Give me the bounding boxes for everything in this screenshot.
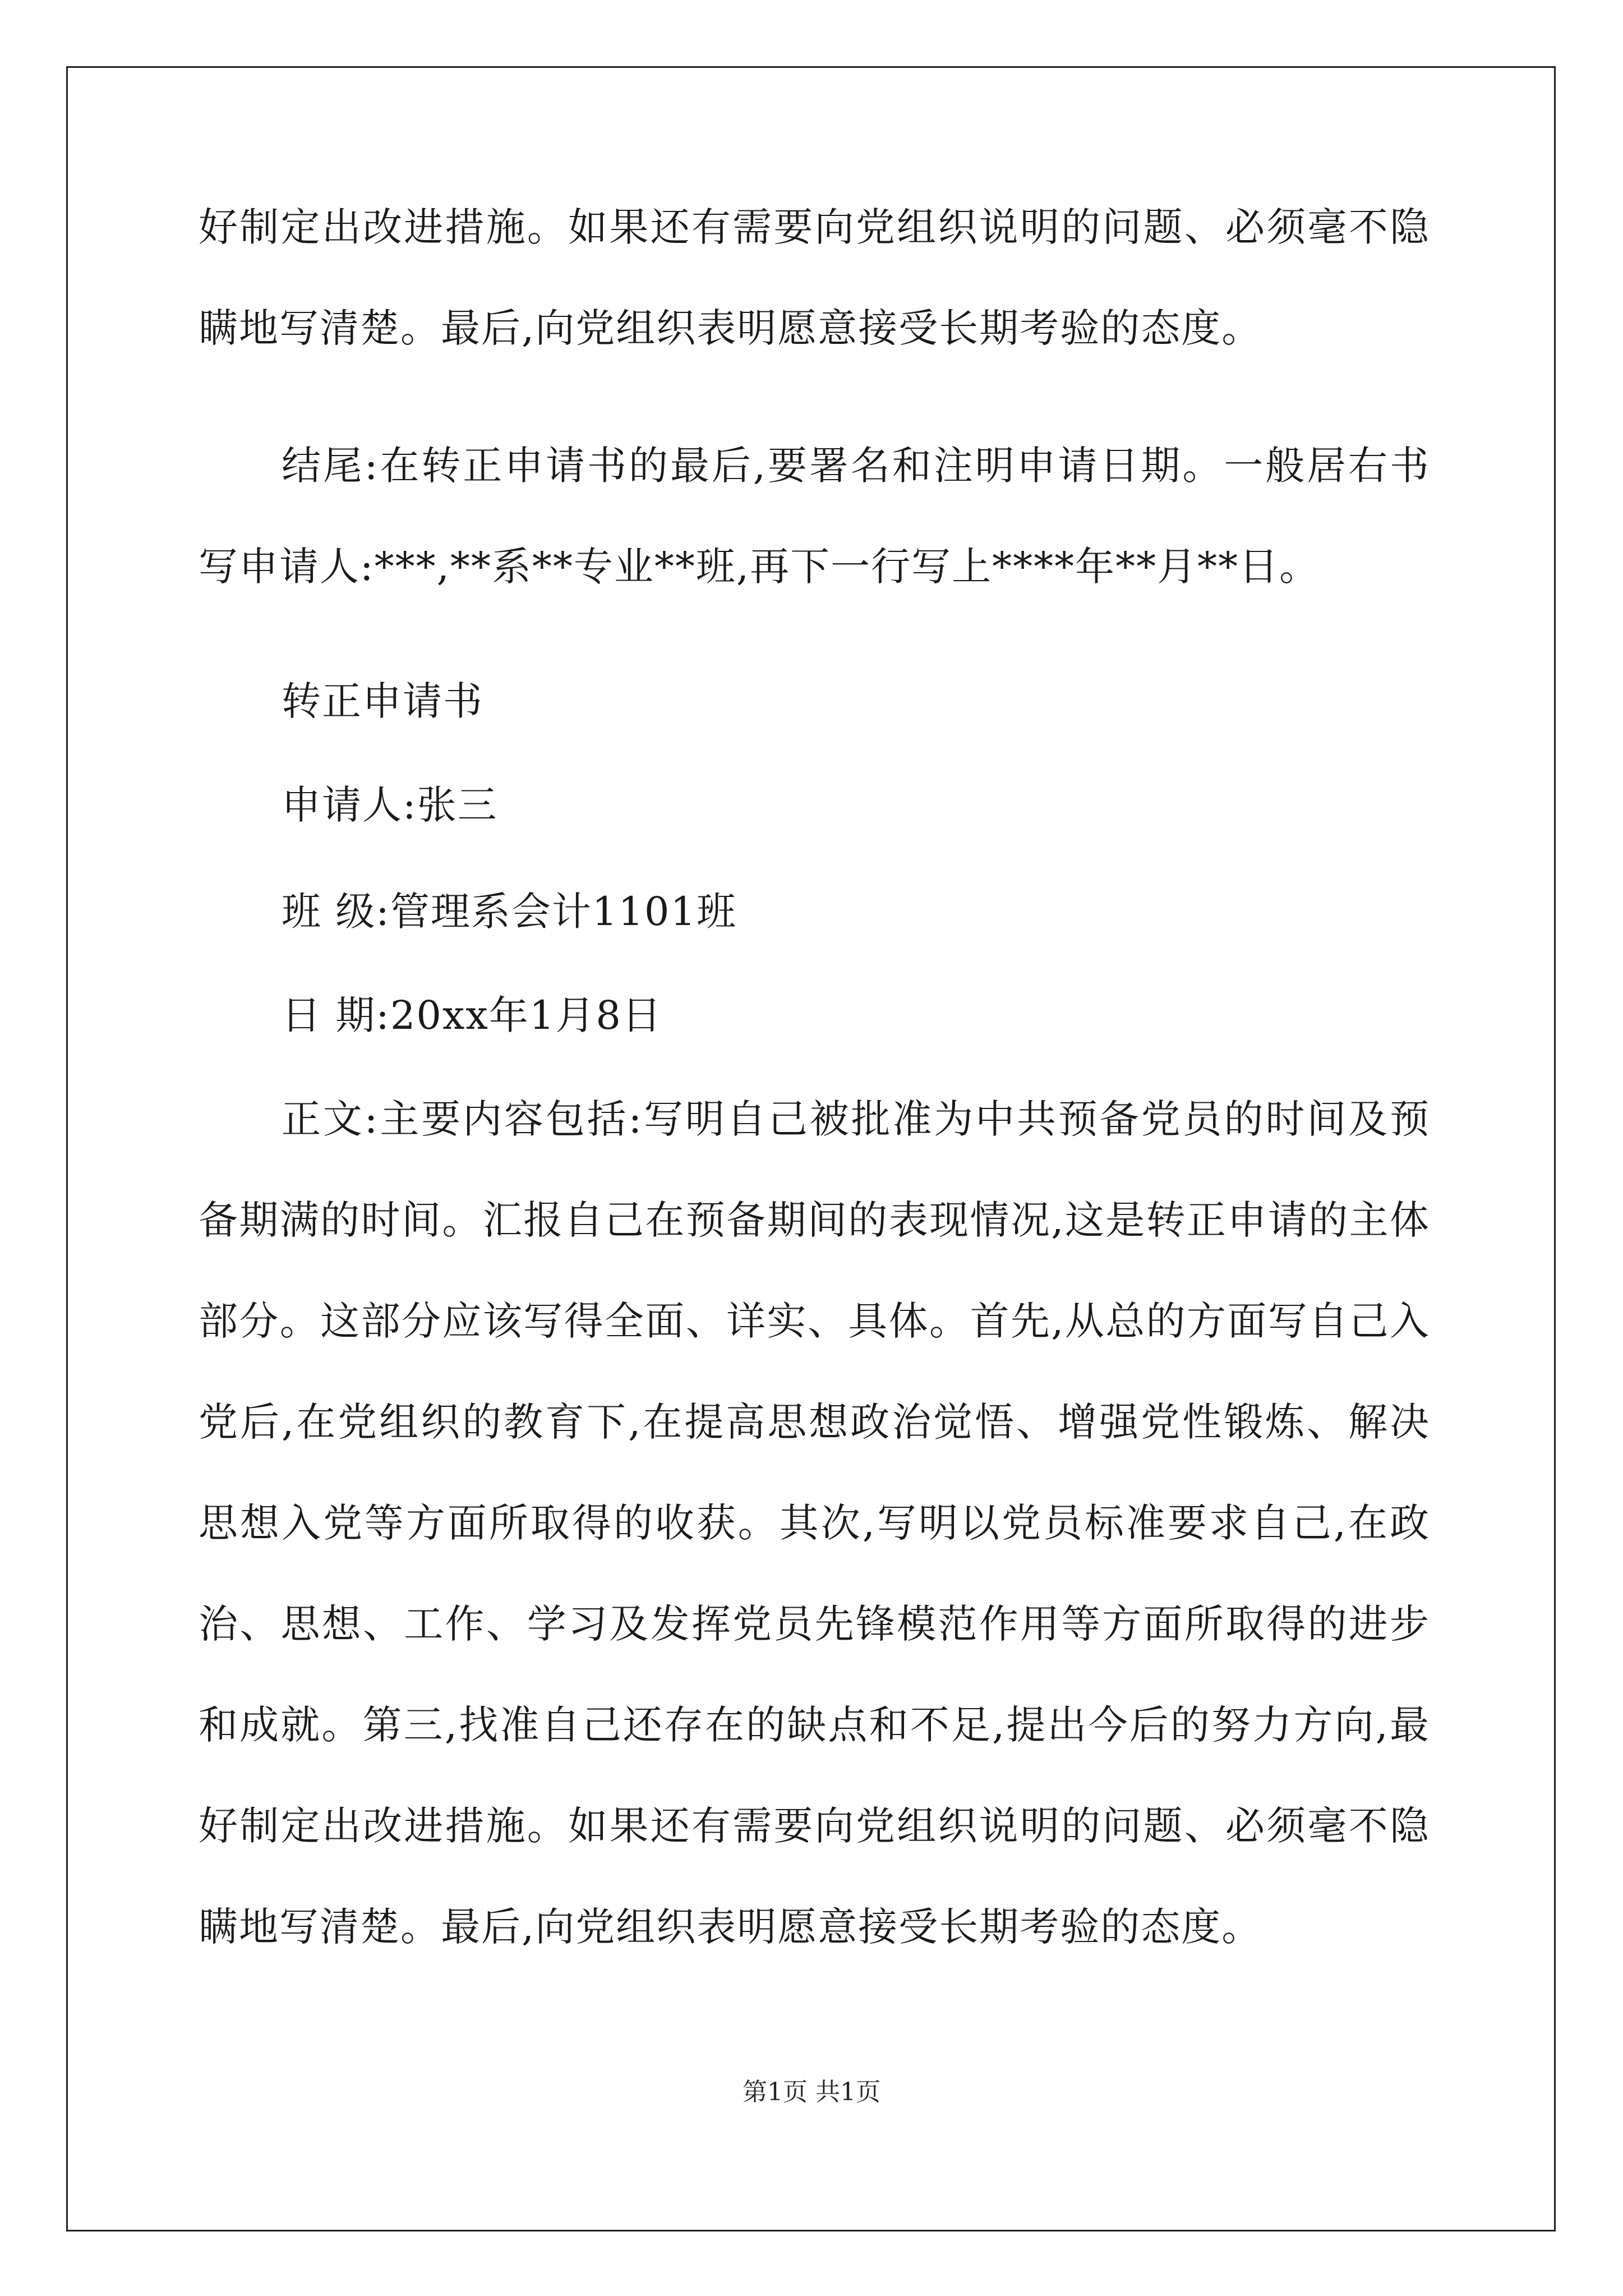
text-line: 好制定出改进措施。如果还有需要向党组织说明的问题、必须毫不隐 xyxy=(199,204,1430,250)
text-line: 党后,在党组织的教育下,在提高思想政治觉悟、增强党性锻炼、解决 xyxy=(199,1399,1430,1445)
page-number-footer: 第1页 共1页 xyxy=(743,2078,880,2106)
text-line: 思想入党等方面所取得的收获。其次,写明以党员标准要求自己,在政 xyxy=(199,1500,1430,1546)
text-line: 部分。这部分应该写得全面、详实、具体。首先,从总的方面写自己入 xyxy=(199,1298,1430,1344)
form-title: 转正申请书 xyxy=(282,678,483,724)
text-line: 和成就。第三,找准自己还存在的缺点和不足,提出今后的努力方向,最 xyxy=(199,1702,1430,1748)
text-line: 瞒地写清楚。最后,向党组织表明愿意接受长期考验的态度。 xyxy=(199,1904,1262,1950)
text-line: 备期满的时间。汇报自己在预备期间的表现情况,这是转正申请的主体 xyxy=(199,1197,1430,1243)
body-paragraph-start: 正文:主要内容包括:写明自己被批准为中共预备党员的时间及预 xyxy=(282,1096,1430,1142)
text-line: 好制定出改进措施。如果还有需要向党组织说明的问题、必须毫不隐 xyxy=(199,1803,1430,1849)
applicant-line: 申请人:张三 xyxy=(282,782,498,828)
date-line: 日 期:20xx年1月8日 xyxy=(282,992,662,1038)
text-line: 写申请人:***,**系**专业**班,再下一行写上****年**月**日。 xyxy=(199,544,1320,590)
text-line: 瞒地写清楚。最后,向党组织表明愿意接受长期考验的态度。 xyxy=(199,305,1262,351)
paragraph-ending-heading: 结尾:在转正申请书的最后,要署名和注明申请日期。一般居右书 xyxy=(282,443,1430,489)
class-line: 班 级:管理系会计1101班 xyxy=(282,889,737,935)
text-line: 治、思想、工作、学习及发挥党员先锋模范作用等方面所取得的进步 xyxy=(199,1601,1430,1647)
